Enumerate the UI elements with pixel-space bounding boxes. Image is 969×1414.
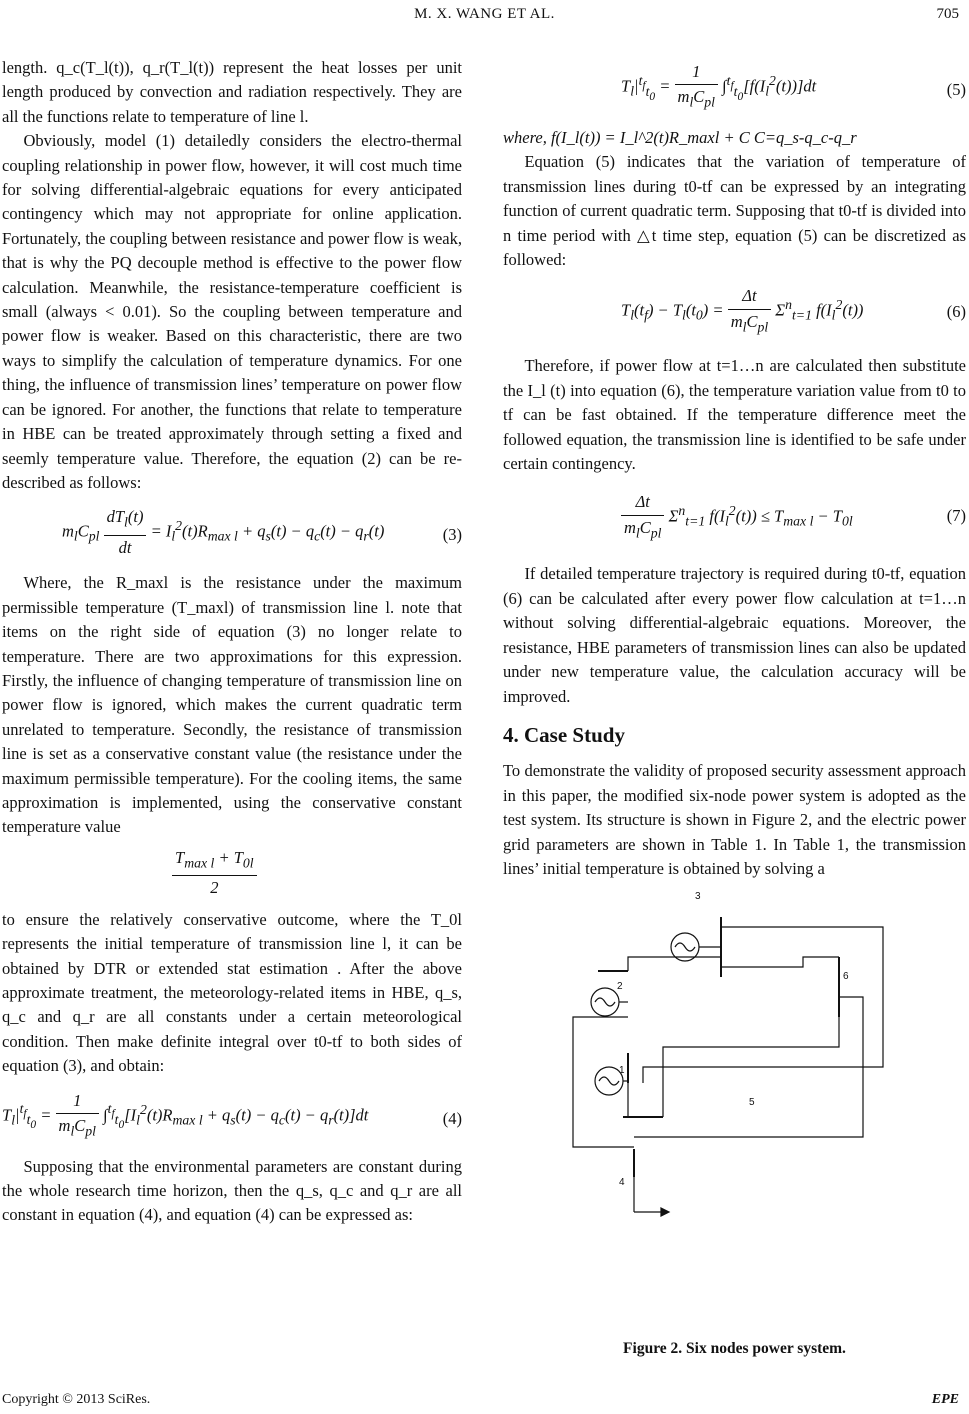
paragraph: to ensure the relatively conservative outcome, where the T_0l represents the initial temperature of transmission line l, it can be obtained by DTR or extended stat estimation . After the above approximate treatment, the meteorology-related items in HBE, q_s, q_c and q_r are all constants under a certain meteorological condition. Then make definite integral over t0-tf to both sides of equation (3), and obtain: xyxy=(2,909,462,1076)
node-label-5: 5 xyxy=(749,1097,755,1109)
paragraph: Obviously, model (1) detailedly considers the electro-thermal coupling relationship in power flow, however, it will cost much time for solving differential-algebraic equations for every anticipated contingency which may not appropriate for online application. Fortunately, the coupling between resistance and power flow is weak, that is why the PQ decouple method is effective to the power flow calculation. Meanwhile, the resistance-temperature coefficient is small (always < 0.01). So the coupling between temperature and power flow is weaker. Based on this characteristic, there are two ways to simplify the calculation of temperature dynamics. For one thing, the influence of transmission lines’ temperature on power flow can be ignored. For another, the functions that relate to temperature in HBE can be treated approximately through setting a fixed and seemly temperature value. Therefore, the equation (2) can be re-described as follows: xyxy=(2,131,462,492)
node-label-3: 3 xyxy=(695,891,701,903)
node-label-2: 2 xyxy=(617,981,623,993)
left-column xyxy=(2,56,462,1228)
equation-3: $m_lC_{pl}$ $\frac{dT_l(t)}{dt}$ = $I_l^2(t)R_{max l} + q_s(t) - q_c(t) - q_r(t)$ (3) xyxy=(62,507,462,558)
page-footer xyxy=(0,1392,969,1412)
equation-temp-average: $\frac{T_{max l} + T_{0l}}{2}$ xyxy=(2,846,462,902)
equation-6: $T_l(t_f) - T_l(t_0)$ = $\frac{\Delta t}{m_lC_{pl}}$ $\Sigma^n_{t=1}$ $f(I_l^2(t))$ (6) xyxy=(621,286,966,335)
six-node-network-svg xyxy=(503,887,966,1247)
node-label-6: 6 xyxy=(843,971,849,983)
equation-number: (7) xyxy=(946,506,966,526)
equation-5: $T_l|^{t_f}_{t_0}$ = $\frac{1}{m_lC_{pl}}$ $\int^{t_f}_{t_0}[f(I_l^2(t))]dt$ (5) xyxy=(621,62,966,110)
equation-number: (5) xyxy=(946,80,966,99)
paragraph: Where, the R_maxl is the resistance under the maximum permissible temperature (T_maxl) of transmission line l. note that items on the right side of equation (3) no longer relate to temperature. There are two approximations for this expression. Firstly, the influence of changing temperature of transmission line on power flow is ignored, which makes the current quadratic term unrelated to temperature. Secondly, the resistance of transmission line is set as a conservative constant value (the resistance under the maximum permissible temperature). For the cooling items, the same approximation is implemented, using the conservative constant temperature value xyxy=(2,573,462,837)
figure-2-diagram xyxy=(503,887,966,1277)
sine-wave xyxy=(599,1077,619,1085)
section-title: 4. Case Study xyxy=(503,722,625,747)
equation-7: $\frac{\Delta t}{m_lC_{pl}}$ $\Sigma^n_{t=1}$ $f(I_l^2(t)) \le T_{max l} - T_{0l}$ (7) xyxy=(503,482,966,556)
sine-wave xyxy=(675,943,695,951)
paragraph: length. q_c(T_l(t)), q_r(T_l(t)) represent the heat losses per unit length produced by convection and radiation respectively. They are all the functions relate to temperature of line l. xyxy=(2,58,462,126)
journal-abbrev: EPE xyxy=(931,1392,959,1407)
paragraph: If detailed temperature trajectory is required during t0-tf, equation (6) can be calculated after every power flow calculation at t=1…n without solving differential-algebraic equations. Moreover, the resistance, HBE parameters of transmission lines can also be updated under new temperature value, the calculation accuracy will be improved. xyxy=(503,564,966,706)
page-header xyxy=(0,6,969,26)
paragraph: To demonstrate the validity of proposed security assessment approach in this paper, the modified six-node power system is adopted as the test system. Its structure is shown in Figure 2, and the electric power grid parameters are shown in Table 1. In Table 1, the transmission lines’ initial temperature is obtained by solving a xyxy=(503,761,966,878)
sine-wave xyxy=(595,998,615,1006)
equation-number: (6) xyxy=(946,302,966,322)
paragraph: Therefore, if power flow at t=1…n are calculated then substitute the I_l (t) into equation (6), the temperature variation value from t0 to tf can be fast obtained. If the temperature difference meet the followed equation, the transmission line is identified to be safe under certain contingency. xyxy=(503,356,966,474)
where-line: where, f(I_l(t)) = I_l^2(t)R_maxl + C C=q_s-q_c-q_r xyxy=(503,128,857,147)
running-title: M. X. WANG ET AL. xyxy=(414,6,555,22)
copyright-text: Copyright © 2013 SciRes. xyxy=(2,1392,151,1407)
right-column xyxy=(503,56,966,1277)
equation-number: (4) xyxy=(442,1108,462,1128)
paragraph: Supposing that the environmental parameters are constant during the whole research time horizon, then the q_s, q_c and q_r are all constant in equation (4), and equation (4) can be expressed as: xyxy=(2,1156,462,1225)
node-label-1: 1 xyxy=(619,1065,625,1077)
equation-4: $T_l|^{t_f}_{t_0}$ = $\frac{1}{m_lC_{pl}}$ $\int^{t_f}_{t_0}[I_l^2(t)R_{max l} + q_s(t) - q_c(t) - q_r(t)]dt$ (4) xyxy=(2,1090,462,1139)
equation-number: (3) xyxy=(442,525,462,545)
page-number: 705 xyxy=(936,6,959,22)
figure-caption: Figure 2. Six nodes power system. xyxy=(623,1340,846,1357)
node-label-4: 4 xyxy=(619,1177,625,1189)
paragraph: Equation (5) indicates that the variation of temperature of transmission lines during t0-tf can be expressed by an integrating function of current quadratic term. Supposing that t0-tf is divided into n time period with △t time step, equation (5) can be discretized as followed: xyxy=(503,152,966,270)
